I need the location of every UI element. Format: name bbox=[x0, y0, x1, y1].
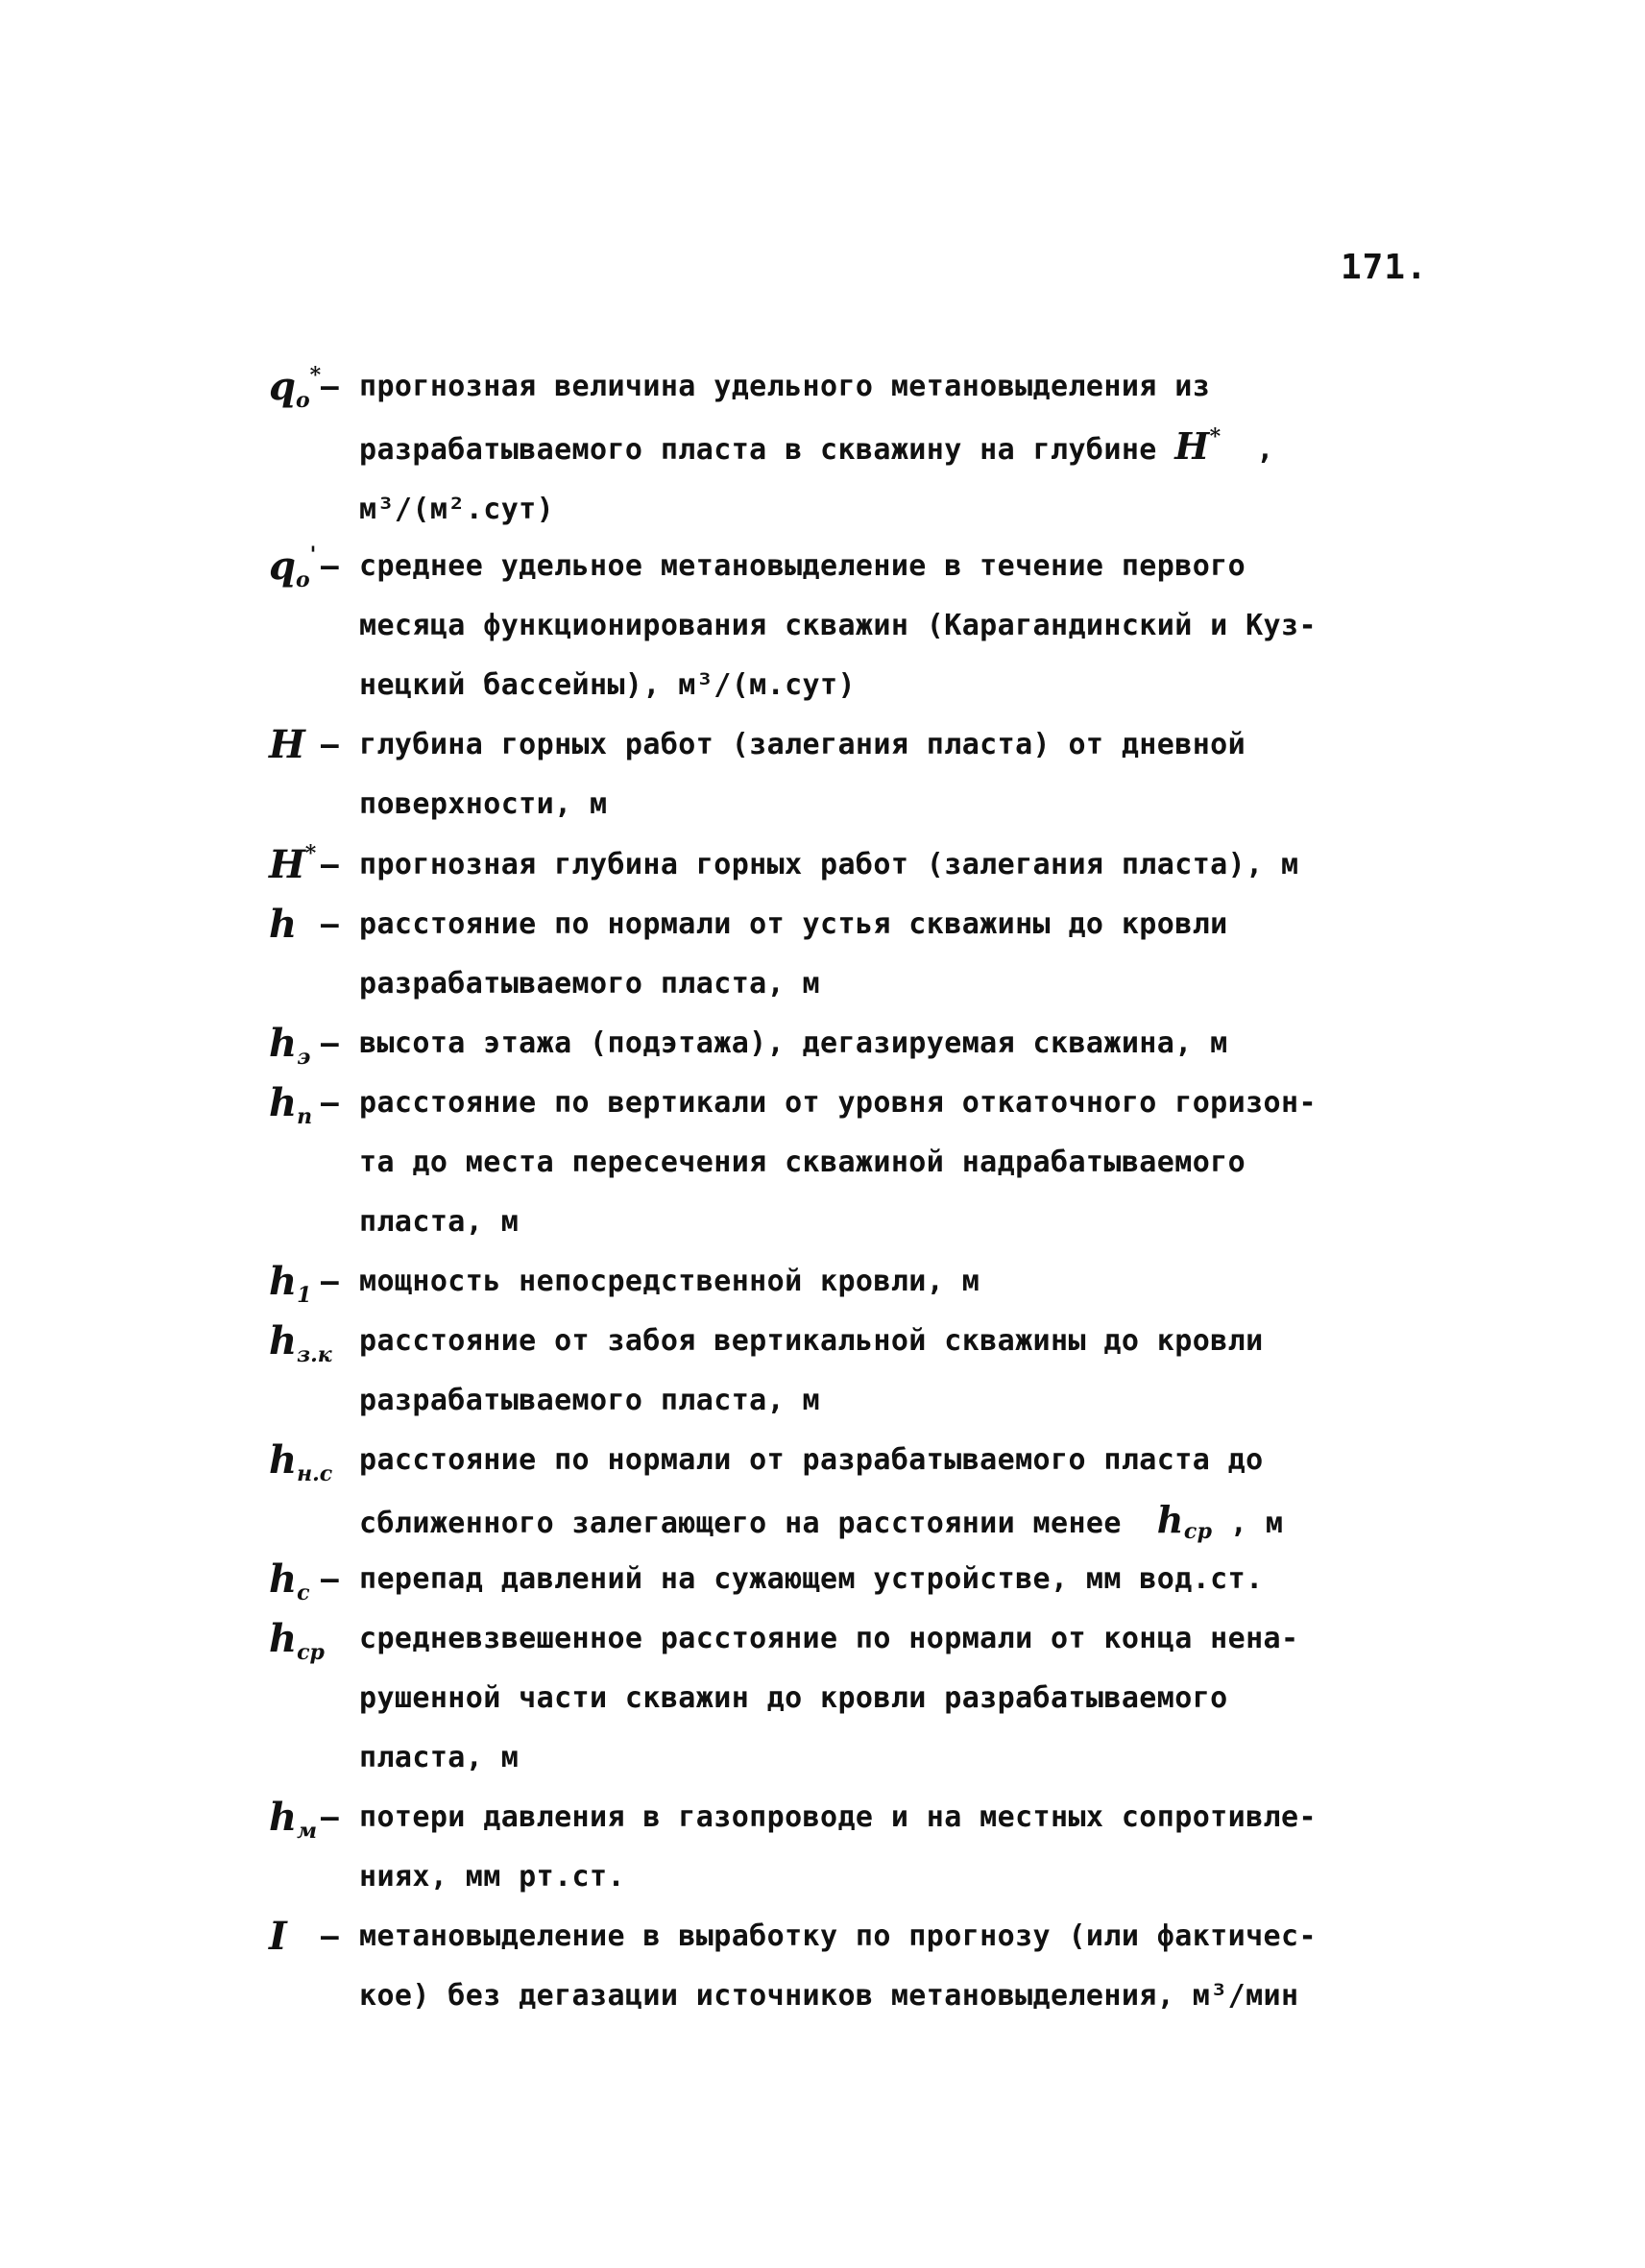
definition-line: та до места пересечения скважиной надрабатываемого bbox=[359, 1146, 1246, 1179]
entry-dash: – bbox=[321, 1800, 339, 1835]
entry-dash: – bbox=[321, 907, 339, 942]
entry-symbol: I bbox=[269, 1914, 287, 1959]
definition-line: нецкий бассейны), м³/(м.сут) bbox=[359, 668, 856, 702]
entry-symbol: $q_o^*$ bbox=[269, 363, 322, 413]
entry-symbol: $h_{з.к}$ bbox=[269, 1318, 332, 1367]
definition-line: разрабатываемого пласта, м bbox=[359, 967, 820, 1001]
entry-dash: – bbox=[321, 370, 339, 404]
entry-symbol: H bbox=[269, 722, 305, 767]
page-number: 171. bbox=[1341, 248, 1428, 287]
entry-definition bbox=[359, 835, 1377, 895]
entry-dash: – bbox=[321, 1026, 339, 1061]
entry-definition bbox=[359, 537, 1377, 715]
inline-symbol: H* bbox=[1174, 424, 1222, 468]
definition-line: прогнозная глубина горных работ (залегания пласта), м bbox=[359, 848, 1299, 881]
definition-line: расстояние по нормали от устья скважины до кровли bbox=[359, 907, 1228, 941]
definition-line: средневзвешенное расстояние по нормали от конца нена- bbox=[359, 1622, 1299, 1655]
entry-dash: – bbox=[321, 1086, 339, 1121]
entry-dash: – bbox=[321, 1265, 339, 1299]
entry-definition bbox=[359, 1074, 1377, 1252]
definition-line: сближенного залегающего на расстоянии менее $h_{ср}$ , м bbox=[359, 1498, 1284, 1544]
definition-line: ниях, мм рт.ст. bbox=[359, 1860, 625, 1894]
definition-line: перепад давлений на сужающем устройстве, мм вод.ст. bbox=[359, 1562, 1264, 1596]
entry-dash: – bbox=[321, 1562, 339, 1597]
definition-line: расстояние по вертикали от уровня откаточного горизон- bbox=[359, 1086, 1317, 1120]
definition-line: мощность непосредственной кровли, м bbox=[359, 1265, 980, 1298]
entry-symbol: $h_1$ bbox=[269, 1259, 312, 1308]
entry-definition bbox=[359, 1788, 1377, 1907]
entry-symbol: $h_{ср}$ bbox=[269, 1616, 325, 1665]
entry-definition bbox=[359, 1609, 1377, 1788]
entry-symbol: h bbox=[269, 902, 298, 947]
entry-symbol: $h_с$ bbox=[269, 1556, 310, 1605]
entry-definition bbox=[359, 1550, 1377, 1609]
definition-line: высота этажа (подэтажа), дегазируемая скважина, м bbox=[359, 1026, 1228, 1060]
entry-symbol: $h_м$ bbox=[269, 1795, 318, 1844]
definition-line: кое) без дегазации источников метановыделения, м³/мин bbox=[359, 1979, 1299, 2013]
entry-symbol: $h_{н.с}$ bbox=[269, 1437, 333, 1486]
entry-definition bbox=[359, 895, 1377, 1014]
entry-dash: – bbox=[321, 728, 339, 762]
entry-definition bbox=[359, 1907, 1377, 2026]
entry-definition bbox=[359, 715, 1377, 834]
definition-line: пласта, м bbox=[359, 1741, 520, 1774]
definition-line: прогнозная величина удельного метановыделения из bbox=[359, 370, 1211, 403]
entry-symbol: H* bbox=[269, 841, 317, 887]
definition-line: м³/(м².сут) bbox=[359, 493, 555, 526]
definition-line: разрабатываемого пласта, м bbox=[359, 1384, 820, 1417]
entry-definition bbox=[359, 1431, 1377, 1554]
entry-dash: – bbox=[321, 1919, 339, 1954]
definition-line: среднее удельное метановыделение в течение первого bbox=[359, 549, 1246, 583]
definition-line: глубина горных работ (залегания пласта) от дневной bbox=[359, 728, 1246, 761]
entry-symbol: $h_п$ bbox=[269, 1080, 313, 1129]
entry-dash: – bbox=[321, 549, 339, 584]
definition-line: рушенной части скважин до кровли разрабатываемого bbox=[359, 1681, 1228, 1715]
definition-line: разрабатываемого пласта в скважину на глубине H* , bbox=[359, 424, 1274, 468]
definition-line: метановыделение в выработку по прогнозу (или фактичес- bbox=[359, 1919, 1317, 1953]
definition-line: потери давления в газопроводе и на местных сопротивле- bbox=[359, 1800, 1317, 1834]
definition-line: расстояние от забоя вертикальной скважины до кровли bbox=[359, 1324, 1264, 1358]
definition-line: поверхности, м bbox=[359, 787, 608, 821]
entry-definition bbox=[359, 1252, 1377, 1312]
entry-dash: – bbox=[321, 848, 339, 882]
entry-symbol: $q_o'$ bbox=[269, 543, 317, 592]
entry-definition bbox=[359, 1312, 1377, 1431]
definition-line: пласта, м bbox=[359, 1205, 520, 1239]
entry-definition bbox=[359, 1014, 1377, 1074]
entry-definition bbox=[359, 357, 1377, 540]
definition-line: расстояние по нормали от разрабатываемого пласта до bbox=[359, 1443, 1264, 1477]
inline-symbol: $h_{ср}$ bbox=[1156, 1498, 1213, 1544]
entry-symbol: $h_э$ bbox=[269, 1021, 311, 1070]
definition-line: месяца функционирования скважин (Карагандинский и Куз- bbox=[359, 609, 1317, 642]
